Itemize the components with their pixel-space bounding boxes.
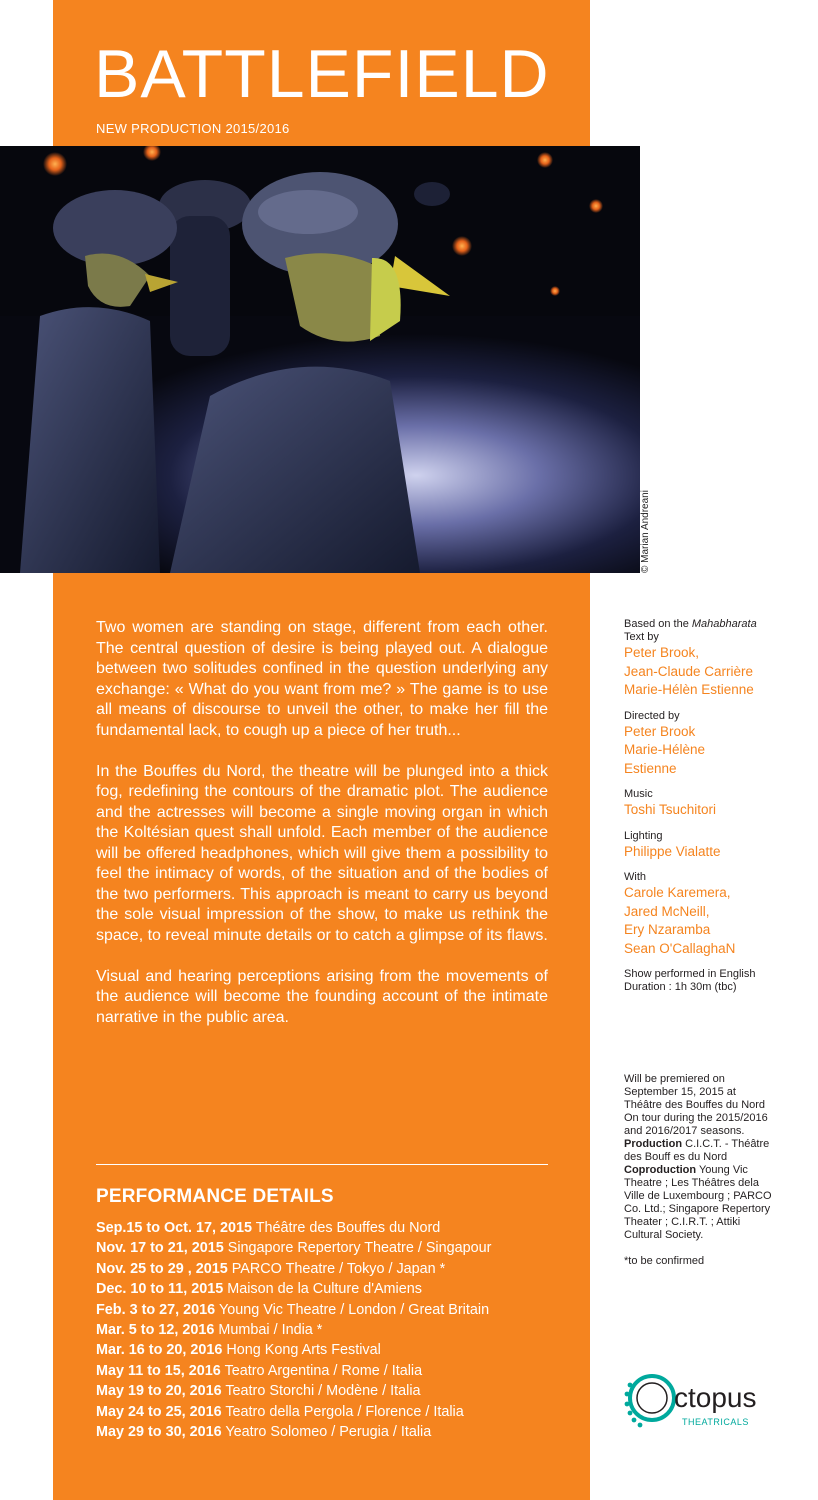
photo-credit: © Marian Andreani	[640, 490, 651, 573]
lighting-names	[624, 843, 799, 862]
coproduction-value: Young Vic Theatre ; Les Théâtres dela Ville de Luxembourg ; PARCO Co. Ltd.; Singapore Repertory Theater ; C.I.R.T. ; Attiki Cultural Society.	[624, 1164, 772, 1241]
stage-photo-illustration	[0, 146, 640, 573]
credit-name: Sean O'CallaghaN	[624, 940, 736, 956]
performance-date: Dec. 10 to 11, 2015	[96, 1281, 224, 1298]
text-by-names	[624, 644, 799, 700]
page-title: BATTLEFIELD	[94, 36, 550, 112]
performance-row	[96, 1320, 576, 1340]
performance-venue: Young Vic Theatre / London / Great Britain	[218, 1301, 490, 1318]
synopsis-paragraph: In the Bouffes du Nord, the theatre will be plunged into a thick fog, redefining the contours of the dramatic plot. The audience and the actresses will become a single moving organ in which the Koltésian quest shall unfold. Each member of the audience will be offered headphones, which will give them a possibility to feel the intimacy of words, of the situation and of the bodies of the two performers. This approach is meant to carry us beyond the sole visual impression of the show, to make us rethink the space, to reveal minute details or to catch a glimpse of its flaws.	[96, 762, 548, 944]
credits-panel	[624, 618, 799, 994]
credit-name: Toshi Tsuchitori	[624, 802, 717, 817]
performance-row	[96, 1422, 576, 1442]
performance-row	[96, 1259, 576, 1279]
performance-row	[96, 1238, 576, 1258]
performance-venue: Mumbai / India *	[218, 1322, 323, 1339]
logo-subtitle: THEATRICALS	[682, 1417, 749, 1427]
music-names	[624, 801, 799, 820]
performance-venue: PARCO Theatre / Tokyo / Japan *	[231, 1260, 446, 1277]
credit-name: Marie-Hélèn Estienne	[624, 682, 754, 697]
text-by-label: Text by	[624, 631, 659, 643]
based-on-prefix: Based on the	[624, 618, 692, 630]
credit-name: Carole Karemera,	[624, 885, 731, 900]
production-value: C.I.C.T. - Théâtre des Bouff es du Nord	[624, 1138, 770, 1163]
show-duration: Duration : 1h 30m (tbc)	[624, 981, 737, 993]
performance-date: Sep.15 to Oct. 17, 2015	[96, 1220, 252, 1236]
credit-name: Estienne	[624, 760, 677, 776]
synopsis-paragraph: Visual and hearing perceptions arising from the movements of the audience will become the founding account of the intimate narrative in the public area.	[96, 967, 548, 1026]
performance-date: Mar. 16 to 20, 2016	[96, 1342, 223, 1359]
credit-name: Ery Nzaramba	[624, 922, 711, 937]
coproduction-line	[624, 1164, 774, 1242]
credit-name: Jean-Claude Carrière	[624, 663, 754, 679]
octopus-logo	[624, 1368, 784, 1448]
directed-names	[624, 723, 799, 779]
performance-venue: Teatro Argentina / Rome / Italia	[224, 1362, 423, 1379]
performance-date: May 19 to 20, 2016	[96, 1383, 222, 1400]
performance-row	[96, 1340, 576, 1360]
performance-date: Feb. 3 to 27, 2016	[96, 1301, 216, 1318]
premiere-info	[624, 1073, 774, 1268]
performance-date: May 24 to 25, 2016	[96, 1403, 222, 1420]
performance-venue: Yeatro Solomeo / Perugia / Italia	[225, 1424, 432, 1441]
performance-row	[96, 1381, 576, 1401]
confirm-note: *to be confirmed	[624, 1255, 705, 1267]
credit-name: Marie-Hélène	[624, 742, 706, 757]
divider	[96, 1164, 548, 1165]
performance-date: May 11 to 15, 2016	[96, 1362, 221, 1379]
page-subtitle: NEW PRODUCTION 2015/2016	[96, 121, 290, 136]
performance-row	[96, 1279, 576, 1299]
credit-name: Peter Brook,	[624, 645, 700, 660]
credit-name: Philippe Vialatte	[624, 843, 721, 859]
coproduction-label: Coproduction	[624, 1164, 697, 1176]
with-label: With	[624, 871, 646, 883]
credit-name: Peter Brook	[624, 723, 696, 739]
performance-date: Nov. 25 to 29 , 2015	[96, 1260, 228, 1277]
based-on-line	[624, 618, 799, 631]
performance-date: Mar. 5 to 12, 2016	[96, 1322, 215, 1339]
lighting-label: Lighting	[624, 829, 663, 842]
performance-venue: Théâtre des Bouffes du Nord	[255, 1220, 441, 1236]
performance-venue: Hong Kong Arts Festival	[226, 1342, 381, 1359]
stage-photo	[0, 146, 640, 573]
synopsis	[96, 618, 548, 1049]
production-line	[624, 1138, 774, 1164]
logo-wordmark: ctopus	[674, 1382, 757, 1413]
production-label: Production	[624, 1138, 683, 1150]
premiere-text: Will be premiered on September 15, 2015 at Théâtre des Bouffes du Nord On tour during the 2015/2016 and 2016/2017 seasons.	[624, 1073, 768, 1137]
performance-row	[96, 1300, 576, 1320]
performance-date: May 29 to 30, 2016	[96, 1424, 222, 1441]
music-label: Music	[624, 788, 653, 800]
performance-date: Nov. 17 to 21, 2015	[96, 1240, 224, 1257]
synopsis-paragraph: Two women are standing on stage, different from each other. The central question of desire is being played out. A dialogue between two solitudes confined in the question underlying any exchange: « What do you want from me? » The game is to use all means of discourse to unveil the other, to make her fill the fundamental lack, to cough up a piece of her truth...	[96, 619, 548, 739]
directed-label: Directed by	[624, 709, 680, 722]
performance-venue: Maison de la Culture d'Amiens	[227, 1281, 422, 1298]
credit-name: Jared McNeill,	[624, 903, 710, 919]
performance-row	[96, 1361, 576, 1381]
cast-names	[624, 884, 799, 958]
performance-list	[96, 1218, 576, 1442]
performance-venue: Singapore Repertory Theatre / Singapour	[227, 1240, 492, 1257]
based-on-title: Mahabharata	[691, 618, 757, 630]
performance-title: PERFORMANCE DETAILS	[96, 1186, 334, 1207]
performance-venue: Teatro della Pergola / Florence / Italia	[225, 1403, 464, 1420]
show-language: Show performed in English	[624, 968, 756, 980]
performance-row	[96, 1402, 576, 1422]
performance-venue: Teatro Storchi / Modène / Italia	[225, 1383, 421, 1400]
performance-row	[96, 1218, 576, 1238]
